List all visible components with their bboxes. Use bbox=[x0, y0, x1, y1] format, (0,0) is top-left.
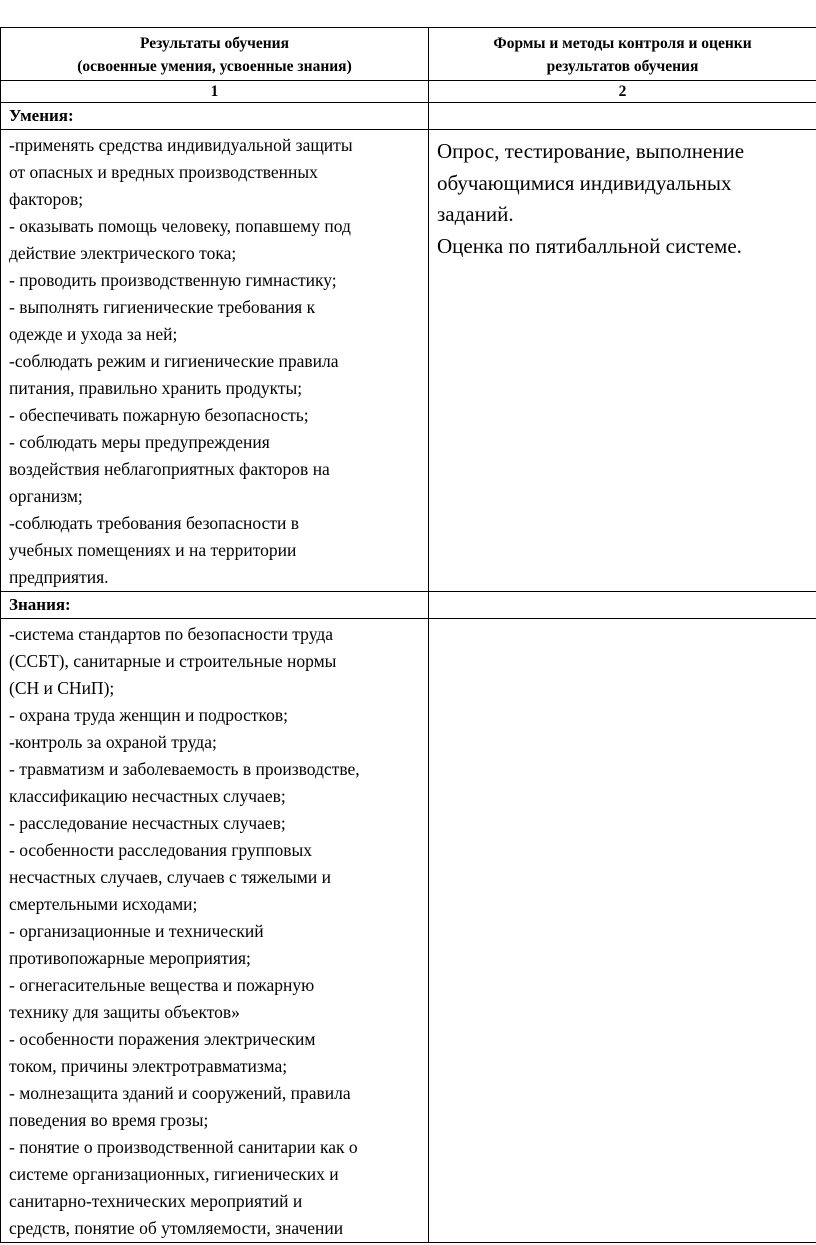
text-line: током, причины электротравматизма; bbox=[9, 1056, 288, 1076]
text-line: (СН и СНиП); bbox=[9, 678, 115, 698]
text-line: - молнезащита зданий и сооружений, правила bbox=[9, 1083, 351, 1103]
header-col-results bbox=[1, 28, 429, 81]
text-line: воздействия неблагоприятных факторов на bbox=[9, 459, 330, 479]
text-line: учебных помещениях и на территории bbox=[9, 540, 297, 560]
text-line: классификацию несчастных случаев; bbox=[9, 786, 286, 806]
header-col-control bbox=[429, 28, 816, 81]
text-line: заданий. bbox=[437, 202, 514, 226]
text-line: Оценка по пятибалльной системе. bbox=[437, 233, 742, 258]
header-line: Формы и методы контроля и оценки bbox=[493, 35, 752, 52]
text-line: - организационные и технический bbox=[9, 921, 264, 941]
knowledge-section-row bbox=[1, 592, 816, 619]
text-line: - понятие о производственной санитарии как о bbox=[9, 1137, 358, 1157]
skills-section-row bbox=[1, 103, 816, 130]
text-line: -система стандартов по безопасности труда bbox=[9, 624, 334, 644]
text-line: организм; bbox=[9, 486, 83, 506]
text-line: обучающимися индивидуальных bbox=[437, 170, 732, 195]
text-line: - проводить производственную гимнастику; bbox=[9, 270, 337, 290]
text-line: - выполнять гигиенические требования к bbox=[9, 297, 316, 317]
text-line: (ССБТ), санитарные и строительные нормы bbox=[9, 651, 337, 671]
text-line: - огнегасительные вещества и пожарную bbox=[9, 975, 315, 995]
text-line: -соблюдать режим и гигиенические правила bbox=[9, 351, 339, 371]
column-number-2: 2 bbox=[429, 81, 816, 103]
text-line: - особенности поражения электрическим bbox=[9, 1029, 316, 1049]
skills-section-title: Умения: bbox=[1, 103, 429, 130]
text-line: противопожарные мероприятия; bbox=[9, 948, 251, 968]
header-line: результатов обучения bbox=[546, 58, 699, 75]
table-header-row bbox=[1, 28, 816, 81]
text-line: - особенности расследования групповых bbox=[9, 840, 313, 860]
header-line: (освоенные умения, усвоенные знания) bbox=[77, 58, 352, 75]
text-line: от опасных и вредных производственных bbox=[9, 162, 318, 182]
text-line: действие электрического тока; bbox=[9, 243, 237, 263]
skills-content-row bbox=[1, 130, 816, 592]
empty-cell bbox=[429, 592, 816, 619]
text-line: - травматизм и заболеваемость в производстве, bbox=[9, 759, 360, 779]
text-line: - оказывать помощь человеку, попавшему под bbox=[9, 216, 351, 236]
text-line: питания, правильно хранить продукты; bbox=[9, 378, 303, 398]
text-line: смертельными исходами; bbox=[9, 894, 198, 914]
knowledge-content-row bbox=[1, 619, 816, 1243]
text-line: - расследование несчастных случаев; bbox=[9, 813, 286, 833]
text-line: санитарно-технических мероприятий и bbox=[9, 1191, 303, 1211]
text-line: - соблюдать меры предупреждения bbox=[9, 432, 270, 452]
text-line: технику для защиты объектов» bbox=[9, 1002, 240, 1022]
text-line: -контроль за охраной труда; bbox=[9, 732, 217, 752]
column-number-row bbox=[1, 81, 816, 103]
text-line: поведения во время грозы; bbox=[9, 1110, 209, 1130]
empty-cell bbox=[429, 103, 816, 130]
column-number-1: 1 bbox=[1, 81, 429, 103]
knowledge-section-title: Знания: bbox=[1, 592, 429, 619]
text-line: -соблюдать требования безопасности в bbox=[9, 513, 300, 533]
learning-outcomes-table bbox=[0, 27, 816, 1243]
header-line: Результаты обучения bbox=[140, 35, 289, 52]
knowledge-control-methods bbox=[429, 619, 816, 1243]
text-line: системе организационных, гигиенических и bbox=[9, 1164, 339, 1184]
knowledge-list bbox=[1, 619, 429, 1243]
text-line: Опрос, тестирование, выполнение bbox=[437, 139, 745, 163]
skills-control-methods bbox=[429, 130, 816, 592]
text-line: несчастных случаев, случаев с тяжелыми и bbox=[9, 867, 331, 887]
text-line: - охрана труда женщин и подростков; bbox=[9, 705, 289, 725]
text-line: средств, понятие об утомляемости, значении bbox=[9, 1218, 344, 1238]
text-line: одежде и ухода за ней; bbox=[9, 324, 178, 344]
text-line: - обеспечивать пожарную безопасность; bbox=[9, 405, 309, 425]
text-line: предприятия. bbox=[9, 567, 109, 587]
text-line: факторов; bbox=[9, 189, 84, 209]
text-line: -применять средства индивидуальной защиты bbox=[9, 135, 353, 155]
skills-list bbox=[1, 130, 429, 592]
